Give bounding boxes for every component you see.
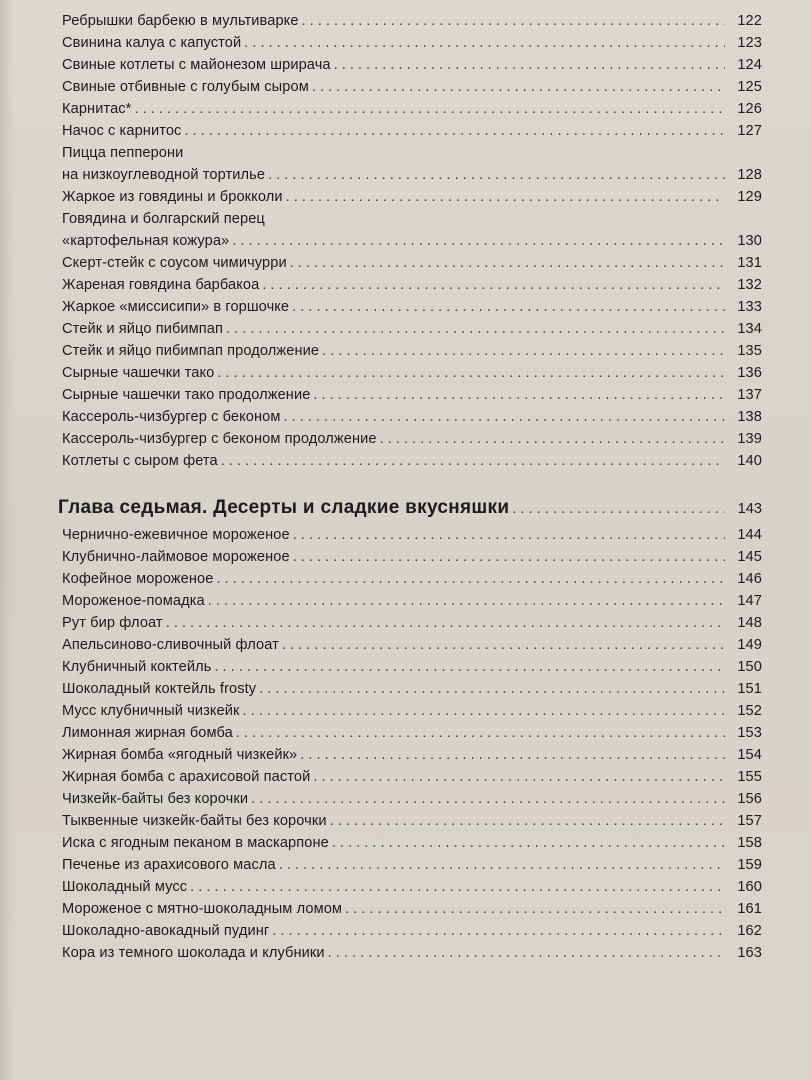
toc-entry-title: Мороженое с мятно-шоколадным ломом [62, 901, 343, 917]
toc-entry[interactable] [62, 318, 762, 340]
toc-page-number: 148 [737, 615, 762, 631]
toc-entry-title: Клубничный коктейль [62, 659, 212, 675]
toc-page-number: 128 [737, 167, 762, 183]
leader-dots [293, 546, 725, 568]
leader-dots [312, 76, 725, 98]
toc-entry[interactable] [62, 766, 762, 788]
chapter-heading[interactable] [58, 494, 762, 522]
toc-page-number: 146 [737, 571, 762, 587]
toc-entry-title: Ребрышки барбекю в мультиварке [62, 13, 299, 29]
toc-entry-title: Лимонная жирная бомба [62, 725, 233, 741]
toc-entry[interactable] [62, 362, 762, 384]
toc-entry[interactable] [62, 54, 762, 76]
toc-entry[interactable] [62, 208, 762, 252]
leader-dots [322, 340, 725, 362]
toc-entry-title: Стейк и яйцо пибимпап продолжение [62, 343, 320, 359]
toc-page-number: 129 [737, 189, 762, 205]
toc-page-number: 147 [737, 593, 762, 609]
toc-entry-title: Свиные котлеты с майонезом шрирача [62, 57, 331, 73]
toc-entry-title: на низкоуглеводной тортилье [62, 167, 266, 183]
leader-dots [292, 296, 725, 318]
toc-entry[interactable] [62, 656, 762, 678]
toc-entry[interactable] [62, 854, 762, 876]
leader-dots [226, 318, 725, 340]
leader-dots [190, 876, 725, 898]
toc-page-number: 163 [737, 945, 762, 961]
leader-dots [380, 428, 725, 450]
toc-page-number: 156 [737, 791, 762, 807]
leader-dots [244, 32, 725, 54]
page-shadow [0, 0, 14, 1080]
leader-dots [259, 678, 725, 700]
toc-entry[interactable] [62, 98, 762, 120]
chapter-title: Глава седьмая. Десерты и сладкие вкусняшки [58, 497, 510, 518]
toc-entry[interactable] [62, 142, 762, 186]
table-of-contents [58, 10, 762, 964]
toc-entry-title: Апельсиново-сливочный флоат [62, 637, 279, 653]
toc-entry-title: Свиные отбивные с голубым сыром [62, 79, 309, 95]
toc-entry-title: Сырные чашечки тако [62, 365, 215, 381]
toc-page-number: 137 [737, 387, 762, 403]
toc-page-number: 135 [737, 343, 762, 359]
leader-dots [334, 54, 725, 76]
toc-entry-title: Карнитас* [62, 101, 132, 117]
toc-entry-title: Начос с карнитос [62, 123, 182, 139]
toc-entry[interactable] [62, 296, 762, 318]
toc-entry[interactable] [62, 810, 762, 832]
leader-dots [293, 524, 725, 546]
toc-entry[interactable] [62, 722, 762, 744]
toc-entry-title: Шоколадный коктейль frosty [62, 681, 257, 697]
toc-entry[interactable] [62, 384, 762, 406]
toc-page-number: 126 [737, 101, 762, 117]
toc-entry-title: Иска с ягодным пеканом в маскарпоне [62, 835, 329, 851]
toc-entry[interactable] [62, 744, 762, 766]
toc-page-number: 124 [737, 57, 762, 73]
toc-entry-title: Котлеты с сыром фета [62, 453, 218, 469]
toc-entry-title: Скерт-стейк с соусом чимичурри [62, 255, 287, 271]
leader-dots [134, 98, 725, 120]
toc-page-number: 149 [737, 637, 762, 653]
toc-entry[interactable] [62, 876, 762, 898]
toc-entry[interactable] [62, 76, 762, 98]
toc-entry[interactable] [62, 832, 762, 854]
toc-entry[interactable] [62, 32, 762, 54]
toc-entry[interactable] [62, 10, 762, 32]
toc-page-number: 122 [737, 13, 762, 29]
toc-page-number: 160 [737, 879, 762, 895]
leader-dots [251, 788, 725, 810]
leader-dots [300, 744, 725, 766]
toc-entry-title: Мусс клубничный чизкейк [62, 703, 240, 719]
toc-page-number: 140 [737, 453, 762, 469]
toc-entry[interactable] [62, 428, 762, 450]
toc-entry-title: Печенье из арахисового масла [62, 857, 276, 873]
toc-page-number: 125 [737, 79, 762, 95]
leader-dots [243, 700, 725, 722]
leader-dots [221, 450, 725, 472]
toc-entry[interactable] [62, 252, 762, 274]
toc-entry-title: Свинина калуа с капустой [62, 35, 242, 51]
toc-entry[interactable] [62, 590, 762, 612]
toc-entry[interactable] [62, 406, 762, 428]
leader-dots [328, 942, 725, 964]
toc-entry[interactable] [62, 450, 762, 472]
toc-entry[interactable] [62, 942, 762, 964]
toc-entry-title: «картофельная кожура» [62, 233, 230, 249]
leader-dots [214, 656, 725, 678]
toc-entry[interactable] [62, 898, 762, 920]
toc-entry-title: Мороженое-помадка [62, 593, 205, 609]
toc-entry-title: Рут бир флоат [62, 615, 163, 631]
toc-page-number: 162 [737, 923, 762, 939]
leader-dots [290, 252, 725, 274]
toc-entry[interactable] [62, 340, 762, 362]
toc-entry-title-line1: Пицца пепперони [62, 145, 184, 161]
toc-page-number: 151 [737, 681, 762, 697]
leader-dots [345, 898, 725, 920]
toc-entry[interactable] [62, 524, 762, 546]
toc-page-number: 139 [737, 431, 762, 447]
leader-dots [313, 384, 725, 406]
toc-page-number: 131 [737, 255, 762, 271]
toc-page-number: 159 [737, 857, 762, 873]
leader-dots [286, 186, 725, 208]
toc-entry-title: Жирная бомба «ягодный чизкейк» [62, 747, 298, 763]
toc-entry-title: Шоколадный мусс [62, 879, 188, 895]
toc-entry[interactable] [62, 920, 762, 942]
leader-dots [332, 832, 725, 854]
toc-entry-title-line1: Говядина и болгарский перец [62, 211, 265, 227]
toc-entry[interactable] [62, 120, 762, 142]
toc-page-number: 132 [737, 277, 762, 293]
toc-entry-title: Жаркое из говядины и брокколи [62, 189, 283, 205]
leader-dots [282, 634, 725, 656]
toc-page-number: 133 [737, 299, 762, 315]
toc-entry[interactable] [62, 612, 762, 634]
toc-page-number: 161 [737, 901, 762, 917]
toc-entry-title: Тыквенные чизкейк-байты без корочки [62, 813, 327, 829]
toc-entry-title: Чернично-ежевичное мороженое [62, 527, 290, 543]
toc-entry[interactable] [62, 546, 762, 568]
toc-page-number: 153 [737, 725, 762, 741]
toc-entry-title: Жаркое «миссисипи» в горшочке [62, 299, 290, 315]
leader-dots [330, 810, 725, 832]
leader-dots [302, 10, 725, 32]
toc-page-number: 145 [737, 549, 762, 565]
toc-page-number: 144 [737, 527, 762, 543]
toc-entry-title: Кора из темного шоколада и клубники [62, 945, 325, 961]
toc-entry[interactable] [62, 186, 762, 208]
toc-entry-title: Кофейное мороженое [62, 571, 214, 587]
toc-entry[interactable] [62, 634, 762, 656]
toc-page-number: 157 [737, 813, 762, 829]
leader-dots [216, 568, 725, 590]
toc-entry[interactable] [62, 274, 762, 296]
leader-dots [208, 590, 725, 612]
toc-section-desserts [62, 524, 762, 964]
toc-entry[interactable] [62, 700, 762, 722]
leader-dots [236, 722, 725, 744]
leader-dots [184, 120, 725, 142]
toc-page-number: 154 [737, 747, 762, 763]
toc-entry-title: Жирная бомба с арахисовой пастой [62, 769, 311, 785]
toc-page-number: 127 [737, 123, 762, 139]
leader-dots [268, 164, 725, 186]
toc-page-number: 136 [737, 365, 762, 381]
toc-entry-title: Жареная говядина барбакоа [62, 277, 260, 293]
toc-entry-title: Сырные чашечки тако продолжение [62, 387, 311, 403]
leader-dots [217, 362, 725, 384]
leader-dots [262, 274, 725, 296]
toc-page-number: 155 [737, 769, 762, 785]
toc-entry[interactable] [62, 678, 762, 700]
toc-entry-title: Кассероль-чизбургер с беконом [62, 409, 281, 425]
toc-entry-title: Стейк и яйцо пибимпап [62, 321, 224, 337]
toc-page-number: 158 [737, 835, 762, 851]
toc-page-number: 123 [737, 35, 762, 51]
leader-dots [232, 230, 725, 252]
leader-dots [512, 495, 725, 523]
leader-dots [272, 920, 725, 942]
leader-dots [284, 406, 725, 428]
toc-page-number: 138 [737, 409, 762, 425]
toc-entry-title: Чизкейк-байты без корочки [62, 791, 249, 807]
toc-page-number: 150 [737, 659, 762, 675]
leader-dots [166, 612, 725, 634]
toc-entry[interactable] [62, 568, 762, 590]
toc-section-meat [62, 10, 762, 472]
toc-page-number: 134 [737, 321, 762, 337]
leader-dots [313, 766, 725, 788]
chapter-page-number: 143 [737, 501, 762, 517]
leader-dots [279, 854, 725, 876]
toc-entry-title: Шоколадно-авокадный пудинг [62, 923, 270, 939]
toc-entry-title: Кассероль-чизбургер с беконом продолжение [62, 431, 377, 447]
toc-entry-title: Клубнично-лаймовое мороженое [62, 549, 290, 565]
toc-page-number: 152 [737, 703, 762, 719]
toc-page-number: 130 [737, 233, 762, 249]
toc-entry[interactable] [62, 788, 762, 810]
